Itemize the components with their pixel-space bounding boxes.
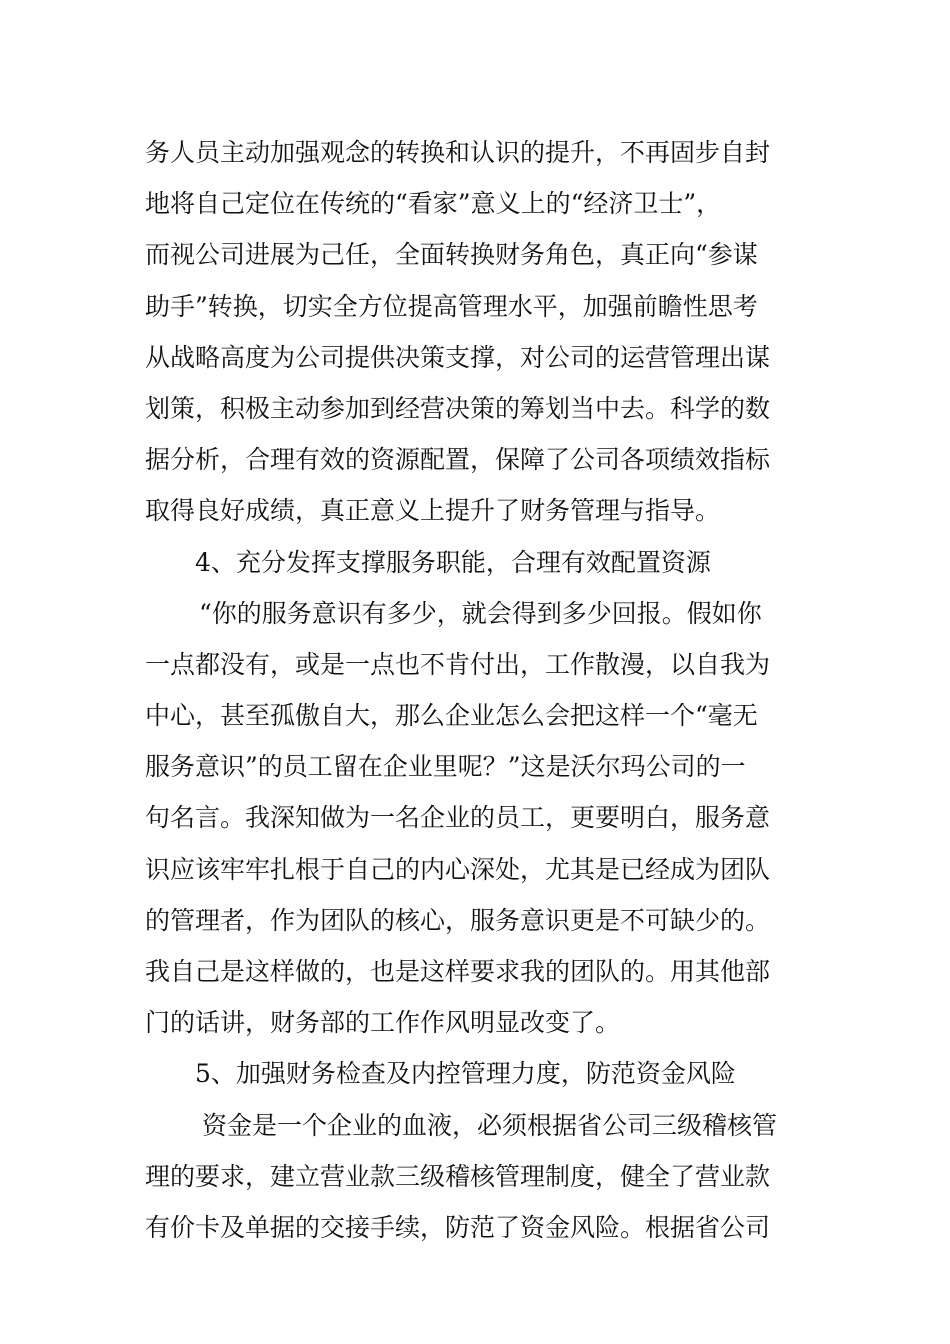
text-line: 据分析，合理有效的资源配置，保障了公司各项绩效指标: [145, 445, 771, 475]
text-line: 取得良好成绩，真正意义上提升了财务管理与指导。: [145, 496, 721, 526]
section-heading: 4、充分发挥支撑服务职能，合理有效配置资源: [195, 547, 711, 577]
text-line: 助手”转换，切实全方位提高管理水平，加强前瞻性思考: [145, 291, 758, 321]
text-line: 服务意识”的员工留在企业里呢？”这是沃尔玛公司的一: [145, 752, 746, 782]
text-line: “你的服务意识有多少，就会得到多少回报。假如你: [199, 598, 762, 628]
text-line: 理的要求，建立营业款三级稽核管理制度，健全了营业款: [145, 1161, 771, 1191]
text-line: 有价卡及单据的交接手续，防范了资金风险。根据省公司: [145, 1212, 771, 1242]
section-heading: 5、加强财务检查及内控管理力度，防范资金风险: [195, 1059, 736, 1089]
text-line: 资金是一个企业的血液，必须根据省公司三级稽核管: [202, 1110, 778, 1140]
text-line: 句名言。我深知做为一名企业的员工，更要明白，服务意: [145, 803, 771, 833]
text-line: 识应该牢牢扎根于自己的内心深处，尤其是已经成为团队: [145, 854, 771, 884]
body-text: [145, 127, 815, 1253]
text-line: 门的话讲，财务部的工作作风明显改变了。: [145, 1008, 621, 1038]
text-line: 划策，积极主动参加到经营决策的筹划当中去。科学的数: [145, 393, 771, 423]
text-line: 从战略高度为公司提供决策支撑，对公司的运营管理出谋: [145, 342, 771, 372]
text-line: 一点都没有，或是一点也不肯付出，工作散漫，以自我为: [145, 649, 771, 679]
text-line: 的管理者，作为团队的核心，服务意识更是不可缺少的。: [145, 905, 771, 935]
text-line: 务人员主动加强观念的转换和认识的提升，不再固步自封: [145, 138, 771, 167]
text-line: 我自己是这样做的，也是这样要求我的团队的。用其他部: [145, 957, 771, 986]
text-line: 地将自己定位在传统的“看家”意义上的“经济卫士”，: [145, 189, 722, 219]
text-line: 中心，甚至孤傲自大，那么企业怎么会把这样一个“毫无: [145, 701, 758, 731]
text-line: 而视公司进展为己任，全面转换财务角色，真正向“参谋: [145, 240, 758, 270]
